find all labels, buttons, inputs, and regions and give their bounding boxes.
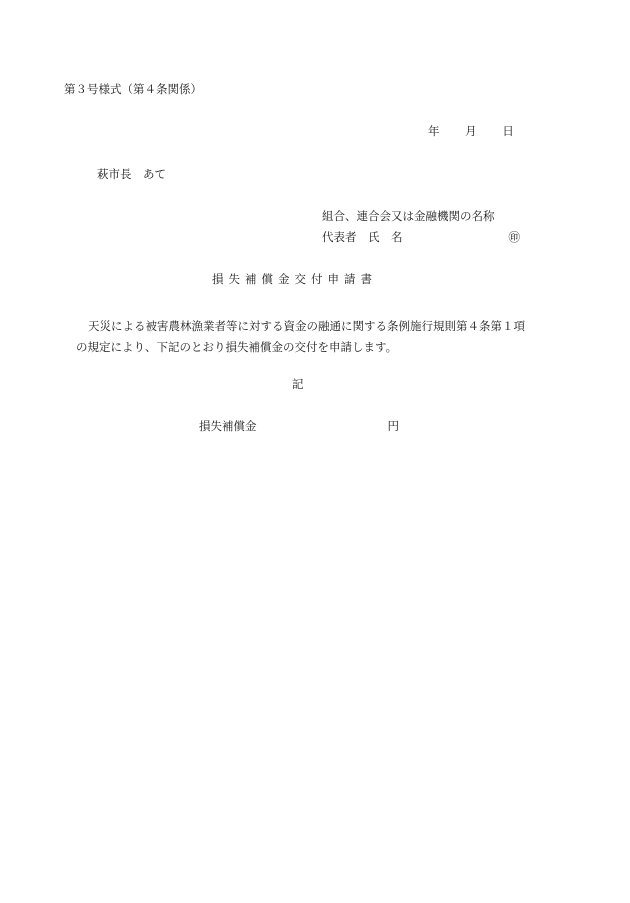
amount-unit: 円: [387, 419, 399, 433]
representative-label: 代表者 氏 名: [322, 230, 403, 244]
date-month: 月: [465, 124, 477, 138]
date-day: 日: [502, 124, 514, 138]
applicant-representative: [322, 232, 520, 244]
ki-heading: 記: [292, 377, 304, 391]
body-line-1: 天災による被害農林漁業者等に対する資金の融通に関する条例施行規則第４条第１項: [88, 319, 525, 333]
form-number: 第３号様式（第４条関係）: [64, 82, 202, 96]
amount-row: [199, 421, 399, 433]
applicant-org-name: 組合、連合会又は金融機関の名称: [322, 209, 495, 223]
addressee: 萩市長 あて: [97, 167, 166, 181]
seal-icon: ㊞: [508, 230, 520, 244]
date-line: [428, 126, 514, 138]
body-paragraph: [76, 316, 556, 358]
amount-label: 損失補償金: [199, 419, 257, 433]
date-year: 年: [428, 124, 440, 138]
document-title: 損失補償金交付申請書: [212, 272, 377, 286]
body-line-2: の規定により、下記のとおり損失補償金の交付を申請します。: [76, 340, 398, 354]
